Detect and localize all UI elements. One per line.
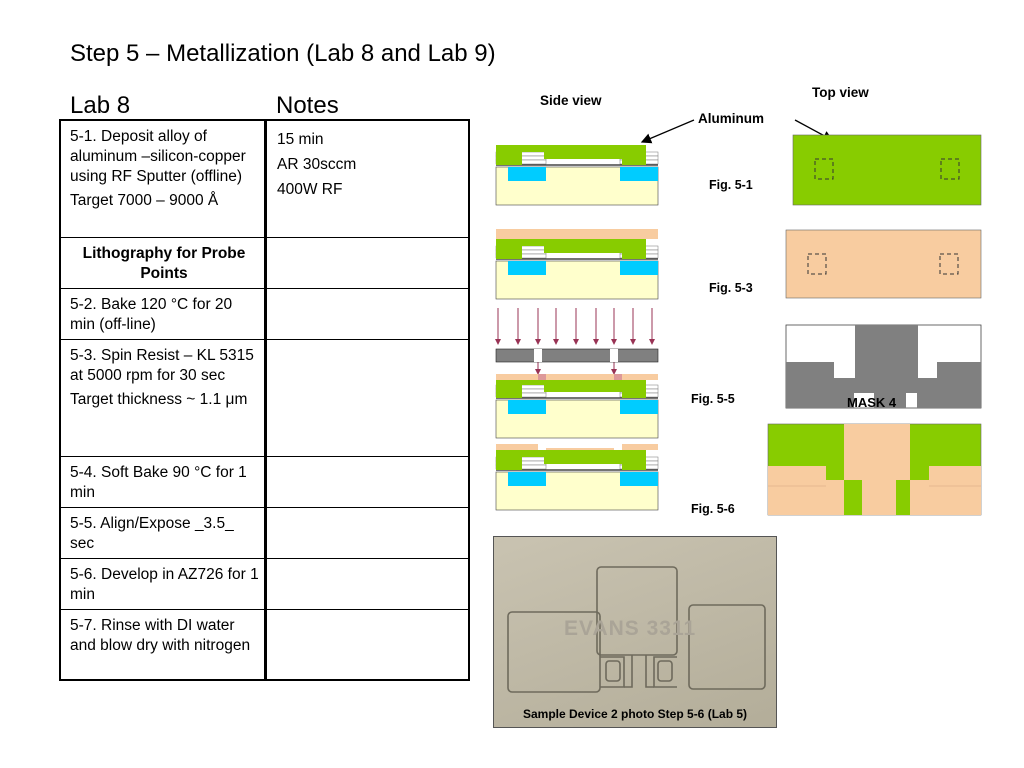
exposure-diagram	[496, 306, 658, 374]
step-text: 5-2. Bake 120 °C for 20 min (off-line)	[70, 296, 233, 333]
table-row	[61, 457, 468, 508]
step-text: 5-5. Align/Expose _3.5_ sec	[70, 515, 234, 552]
process-table	[59, 119, 470, 681]
fig-5-1-label: Fig. 5-1	[709, 178, 753, 192]
side-view-fig-5-6	[496, 444, 658, 510]
aluminum-label: Aluminum	[698, 111, 764, 126]
step-text: Target thickness ~ 1.1 μm	[70, 391, 248, 408]
photo-device-label: EVANS 3311	[564, 617, 697, 640]
side-view-fig-5-3	[496, 229, 658, 299]
step-text: Target 7000 – 9000 Å	[70, 192, 219, 209]
lab-cell	[70, 346, 260, 414]
top-view-aluminum	[793, 135, 981, 205]
table-row	[61, 508, 468, 559]
lab-column-heading: Lab 8	[70, 92, 131, 119]
table-row	[61, 559, 468, 610]
lab-cell	[70, 127, 260, 215]
note-text: 400W RF	[277, 181, 343, 198]
table-row	[61, 289, 468, 340]
mask-label: MASK 4	[847, 395, 897, 410]
table-row	[61, 340, 468, 457]
step-text: 5-3. Spin Resist – KL 5315 at 5000 rpm for 30 sec	[70, 347, 254, 384]
note-text: 15 min	[277, 131, 324, 148]
step-text: 5-6. Develop in AZ726 for 1 min	[70, 566, 259, 603]
photo-caption: Sample Device 2 photo Step 5-6 (Lab 5)	[522, 707, 748, 721]
table-row	[61, 610, 468, 679]
top-view-fig-5-6	[768, 424, 981, 515]
top-view-label: Top view	[812, 85, 869, 100]
fig-5-3-label: Fig. 5-3	[709, 281, 753, 295]
side-view-label: Side view	[540, 93, 602, 108]
sample-device-photo	[493, 536, 777, 728]
side-view-fig-5-1	[496, 143, 658, 205]
notes-column-heading: Notes	[276, 92, 339, 119]
table-row	[61, 121, 468, 238]
note-text: AR 30sccm	[277, 156, 357, 173]
step-text: 5-1. Deposit alloy of aluminum –silicon-copper using RF Sputter (offline)	[70, 128, 246, 185]
step-text: 5-7. Rinse with DI water and blow dry with nitrogen	[70, 617, 251, 654]
table-row	[61, 238, 468, 289]
step-text: 5-4. Soft Bake 90 °C for 1 min	[70, 464, 247, 501]
fig-5-6-label: Fig. 5-6	[691, 502, 735, 516]
section-heading: Lithography for Probe Points	[82, 245, 246, 282]
top-view-resist	[786, 230, 981, 298]
side-view-fig-5-5	[496, 374, 658, 438]
notes-cell	[277, 127, 462, 202]
fig-5-5-label: Fig. 5-5	[691, 392, 735, 406]
page-title: Step 5 – Metallization (Lab 8 and Lab 9)	[70, 40, 496, 67]
aluminum-side-arrow	[642, 120, 694, 142]
